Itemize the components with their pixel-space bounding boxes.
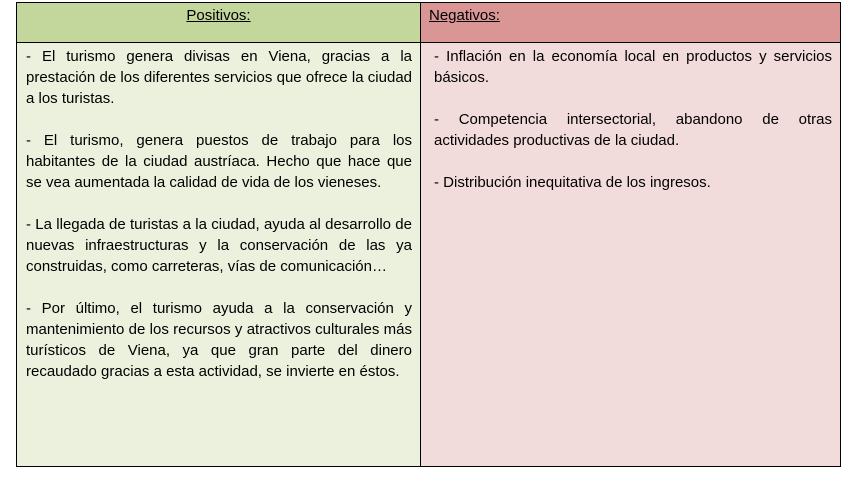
positive-cell <box>17 43 421 466</box>
negative-header: Negativos: <box>421 3 840 43</box>
negative-item: - Competencia intersectorial, abandono de otras actividades productivas de la ciudad. <box>434 111 832 149</box>
positive-item: - Por último, el turismo ayuda a la conservación y mantenimiento de los recursos y atractivos culturales más turísticos de Viena, ya que gran parte del dinero recaudado gracias a esta actividad, se invierte en éstos. <box>26 300 412 380</box>
pros-cons-table <box>16 2 841 467</box>
negative-item: - Distribución inequitativa de los ingresos. <box>434 174 711 191</box>
positive-item: - La llegada de turistas a la ciudad, ayuda al desarrollo de nuevas infraestructuras y la conservación de las ya construidas, como carreteras, vías de comunicación… <box>26 216 412 275</box>
positive-item: - El turismo, genera puestos de trabajo para los habitantes de la ciudad austríaca. Hecho que hace que se vea aumentada la calidad de vida de los vieneses. <box>26 132 412 191</box>
positive-item: - El turismo genera divisas en Viena, gracias a la prestación de los diferentes servicios que ofrece la ciudad a los turistas. <box>26 48 412 107</box>
positive-header: Positivos: <box>17 3 421 43</box>
negative-item: - Inflación en la economía local en productos y servicios básicos. <box>434 48 832 86</box>
negative-cell <box>421 43 840 466</box>
